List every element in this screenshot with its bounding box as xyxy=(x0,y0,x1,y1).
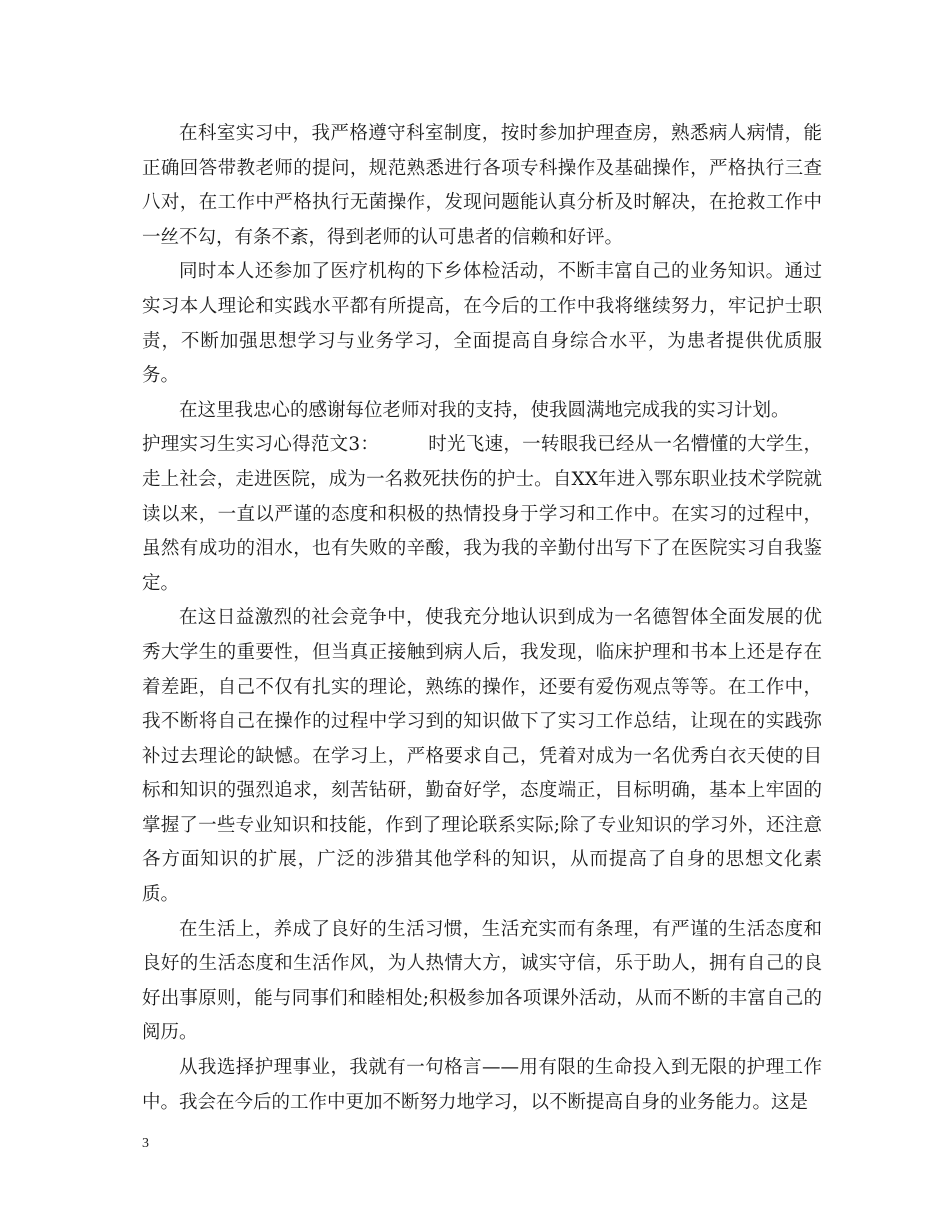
paragraph-4 xyxy=(142,428,822,601)
paragraph-3: 在这里我忠心的感谢每位老师对我的支持，使我圆满地完成我的实习计划。 xyxy=(179,399,790,421)
page-number: 3 xyxy=(142,1136,149,1151)
paragraph-2: 同时本人还参加了医疗机构的下乡体检活动，不断丰富自己的业务知识。通过实习本人理论和实践水平都有所提高，在今后的工作中我将继续努力，牢记护士职责，不断加强思想学习与业务学习，全面提高自身综合水平，为患者提供优质服务。 xyxy=(142,261,822,387)
paragraph-1: 在科室实习中，我严格遵守科室制度，按时参加护理查房，熟悉病人病情，能正确回答带教老师的提问，规范熟悉进行各项专科操作及基础操作，严格执行三查八对，在工作中严格执行无菌操作，发现问题能认真分析及时解决，在抢救工作中一丝不勾，有条不紊，得到老师的认可患者的信赖和好评。 xyxy=(142,123,822,248)
paragraph-4-text: 时光飞速，一转眼我已经从一名懵懂的大学生，走上社会，走进医院，成为一名救死扶伤的护士。自XX年进入鄂东职业技术学院就读以来，一直以严谨的态度和积极的热情投身于学习和工作中。在实习的过程中，虽然有成功的泪水，也有失败的辛酸，我为我的辛勤付出写下了在医院实习自我鉴定。 xyxy=(142,434,822,594)
heading-gap xyxy=(379,434,428,455)
paragraph-7: 从我选择护理事业，我就有一句格言——用有限的生命投入到无限的护理工作中。我会在今后的工作中更加不断努力地学习，以不断提高自身的业务能力。这是 xyxy=(142,1057,822,1113)
paragraph-6: 在生活上，养成了良好的生活习惯，生活充实而有条理，有严谨的生活态度和良好的生活态度和生活作风，为人热情大方，诚实守信，乐于助人，拥有自己的良好出事原则，能与同事们和睦相处;积极参加各项课外活动，从而不断的丰富自己的阅历。 xyxy=(142,918,822,1044)
section-heading: 护理实习生实习心得范文3： xyxy=(142,434,380,456)
document-body xyxy=(142,117,822,1120)
paragraph-5: 在这日益激烈的社会竞争中，使我充分地认识到成为一名德智体全面发展的优秀大学生的重要性，但当真正接触到病人后，我发现，临床护理和书本上还是存在着差距，自己不仅有扎实的理论，熟练的操作，还要有爱伤观点等等。在工作中，我不断将自己在操作的过程中学习到的知识做下了实习工作总结，让现在的实践弥补过去理论的缺憾。在学习上，严格要求自己，凭着对成为一名优秀白衣天使的目标和知识的强烈追求，刻苦钻研，勤奋好学，态度端正，目标明确，基本上牢固的掌握了一些专业知识和技能，作到了理论联系实际;除了专业知识的学习外，还注意各方面知识的扩展，广泛的涉猎其他学科的知识，从而提高了自身的思想文化素质。 xyxy=(142,607,822,906)
